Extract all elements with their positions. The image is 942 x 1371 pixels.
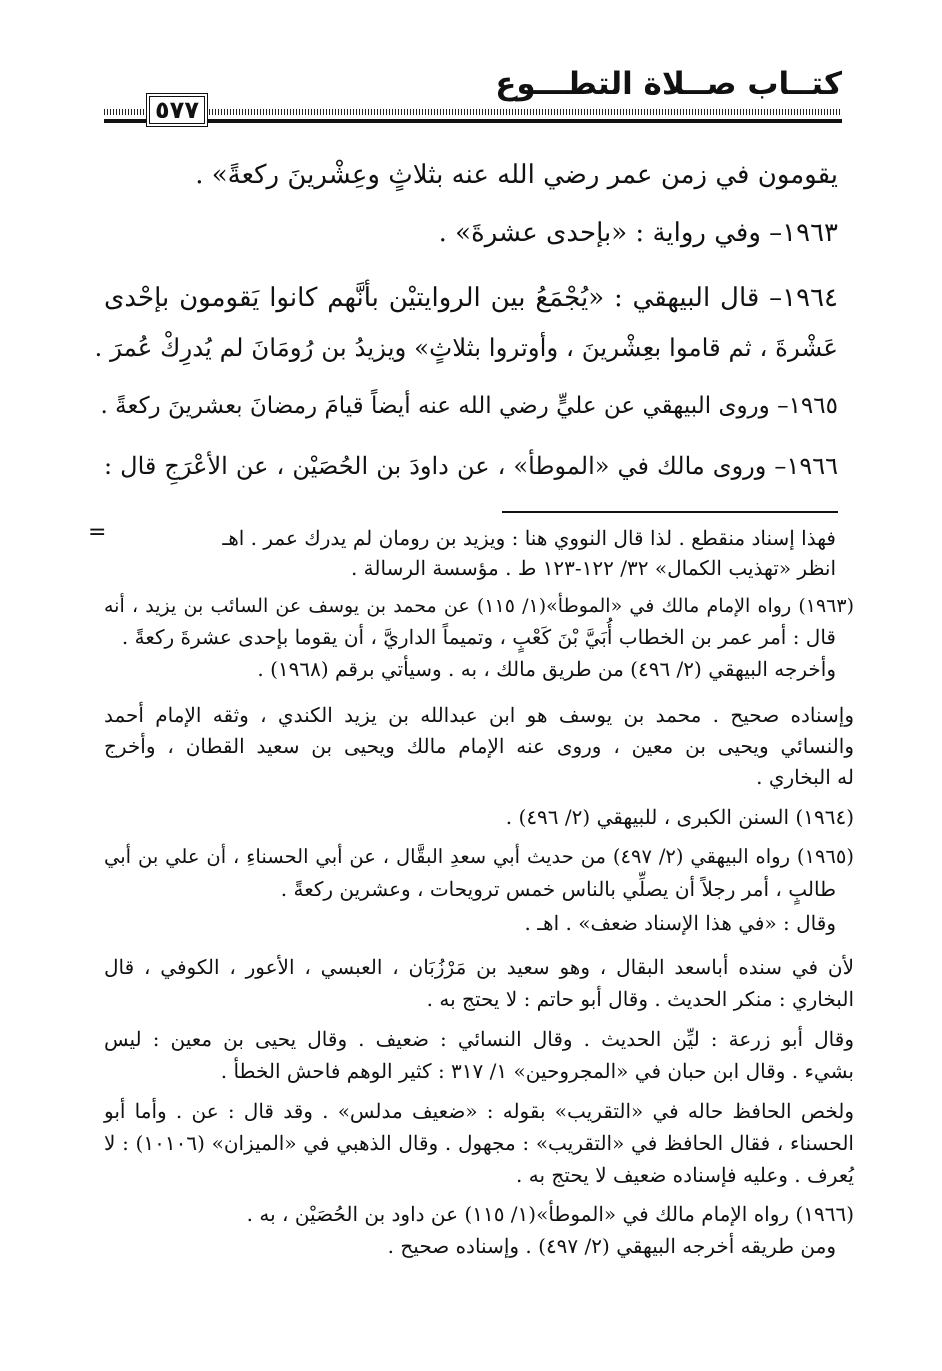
footnote-line: الحسناء ، فقال الحافظ في «التقريب» : مجهول . وقال الذهبي في «الميزان» (١٠١٠٦) : لا bbox=[104, 1131, 854, 1155]
main-text-line: ١٩٦٤– قال البيهقي : «يُجْمَعُ بين الروايتيْن بأنَّهم كانوا يَقومون بإحْدى bbox=[104, 283, 838, 313]
footnote-separator bbox=[502, 511, 838, 513]
footnote-line: قال : أمر عمر بن الخطاب أُبَيَّ بْنَ كَعْبٍ ، وتميماً الداريَّ ، أن يقوما بإحدى عشرةَ ركعةً . bbox=[121, 625, 836, 649]
footnote-line: فهذا إسناد منقطع . لذا قال النووي هنا : ويزيد بن رومان لم يدرك عمر . اهـ bbox=[222, 526, 836, 550]
footnote-line: ومن طريقه أخرجه البيهقي (٢/ ٤٩٧) . وإسناده صحيح . bbox=[387, 1234, 836, 1258]
header-rule bbox=[104, 109, 842, 123]
footnote-line: (١٩٦٤) السنن الكبرى ، للبيهقي (٢/ ٤٩٦) . bbox=[505, 805, 854, 829]
footnote-line: والنسائي ويحيى بن معين ، وروى عنه الإمام مالك ويحيى بن سعيد القطان ، وأخرج bbox=[104, 734, 854, 758]
footnote-line: وأخرجه البيهقي (٢/ ٤٩٦) من طريق مالك ، به . وسيأتي برقم (١٩٦٨) . bbox=[257, 657, 836, 681]
main-text-line: عَشْرةَ ، ثم قاموا بعِشْرينَ ، وأوتروا بثلاثٍ» ويزيدُ بن رُومَانَ لم يُدرِكْ عُمرَ . bbox=[94, 333, 838, 362]
page-number: ٥٧٧ bbox=[146, 93, 208, 127]
main-text-line: ١٩٦٦– وروى مالك في «الموطأ» ، عن داودَ بن الحُصَيْن ، عن الأعْرَجِ قال : bbox=[104, 452, 838, 480]
footnote-line: طالبٍ ، أمر رجلاً أن يصلِّي بالناس خمس ترويحات ، وعشرين ركعةً . bbox=[280, 877, 836, 901]
main-text-line: ١٩٦٣– وفي رواية : «بإحدى عشرةَ» . bbox=[438, 218, 838, 248]
footnote-line: (١٩٦٦) رواه الإمام مالك في «الموطأ»(١/ ١١٥) عن داود بن الحُصَيْن ، به . bbox=[246, 1202, 854, 1226]
footnote-line: ولخص الحافظ حاله في «التقريب» بقوله : «ضعيف مدلس» . وقد قال : عن . وأما أبو bbox=[104, 1099, 854, 1123]
footnote-line: انظر «تهذيب الكمال» ٣٢/ ١٢٢-١٢٣ ط . مؤسسة الرسالة . bbox=[350, 556, 836, 580]
footnote-line: لأن في سنده أباسعد البقال ، وهو سعيد بن مَرْزُبَان ، العبسي ، الأعور ، الكوفي ، قال bbox=[104, 955, 854, 979]
running-header-title: كتــاب صــلاة التطـــوع bbox=[495, 66, 842, 102]
footnote-line: وإسناده صحيح . محمد بن يوسف هو ابن عبدالله بن يزيد الكندي ، وثقه الإمام أحمد bbox=[104, 703, 854, 727]
footnote-line: (١٩٦٥) رواه البيهقي (٢/ ٤٩٧) من حديث أبي سعدِ البقَّال ، عن أبي الحسناءِ ، أن علي بن أبي bbox=[104, 845, 854, 868]
footnote-line: البخاري : منكر الحديث . وقال أبو حاتم : لا يحتج به . bbox=[426, 987, 854, 1011]
footnote-line: يُعرف . وعليه فإسناده ضعيف لا يحتج به . bbox=[516, 1163, 854, 1187]
main-text-line: ١٩٦٥– وروى البيهقي عن عليٍّ رضي الله عنه أيضاً قيامَ رمضانَ بعشرينَ ركعةً . bbox=[100, 393, 838, 419]
footnote-line: وقال أبو زرعة : ليِّن الحديث . وقال النسائي : ضعيف . وقال يحيى بن معين : ليس bbox=[104, 1027, 854, 1051]
main-text-line: يقومون في زمن عمر رضي الله عنه بثلاثٍ وعِشْرينَ ركعةً» . bbox=[195, 160, 838, 190]
footnote-line: وقال : «في هذا الإسناد ضعف» . اهـ . bbox=[524, 911, 836, 935]
footnote-line: بشيء . وقال ابن حبان في «المجروحين» ١/ ٣١٧ : كثير الوهم فاحش الخطأ . bbox=[220, 1059, 854, 1083]
footnote-line: (١٩٦٣) رواه الإمام مالك في «الموطأ»(١/ ١١٥) عن محمد بن يوسف عن السائب بن يزيد ، أنه bbox=[104, 595, 854, 617]
footnote-line: له البخاري . bbox=[756, 765, 854, 789]
footnote-continuation-mark: = bbox=[88, 520, 107, 545]
